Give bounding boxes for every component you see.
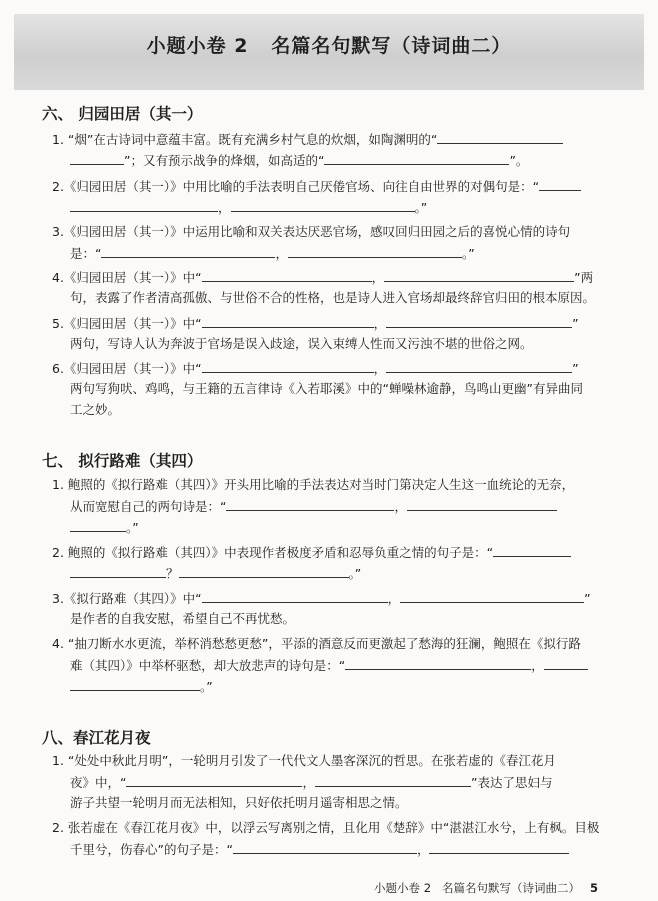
question-7-3-cont: 是作者的自我安慰，希望自己不再忧愁。 (70, 611, 296, 626)
question-7-4: 4. “抽刀断水水更流，举杯消愁愁更愁”，平添的酒意反而更激起了愁海的狂澜，鲍照在《拟行路 (52, 636, 581, 651)
answer-blank[interactable] (233, 840, 417, 854)
question-6-2: 2.《归园田居（其一）》中用比喻的手法表明自己厌倦官场、向往自由世界的对偶句是：“ (52, 177, 581, 196)
question-6-5-cont: 两句，写诗人认为奔波于官场是误入歧途，误入束缚人性而又污浊不堪的世俗之网。 (70, 336, 533, 351)
question-6-4-cont: 句，表露了作者清高孤傲、与世俗不合的性格，也是诗人进入官场却最终辞官归田的根本原因。 (70, 290, 596, 305)
question-6-1: 1. “烟”在古诗词中意蕴丰富。既有充满乡村气息的炊烟，如陶渊明的“ (52, 130, 563, 149)
section-heading-7: 七、 拟行路难（其四） (42, 452, 203, 470)
answer-blank[interactable] (407, 497, 557, 511)
question-8-1-cont: 夜》中，“ ， ”表达了思妇与 (70, 775, 553, 790)
question-8-2: 2. 张若虚在《春江花月夜》中，以浮云写离别之情，且化用《楚辞》中“湛湛江水兮，上有枫。目极 (52, 820, 600, 835)
answer-blank[interactable] (345, 656, 531, 670)
question-7-4-cont: 难（其四）》中举杯驱愁，却大放悲声的诗句是：“ ， (70, 656, 588, 675)
question-7-1: 1. 鲍照的《拟行路难（其四）》开头用比喻的手法表达对当时门第决定人生这一血统论的无奈， (52, 477, 575, 492)
question-6-2-cont: ， 。” (70, 198, 427, 217)
question-8-1-cont2: 游子共望一轮明月而无法相知，只好依托明月遥寄相思之情。 (70, 795, 408, 810)
answer-blank[interactable] (70, 564, 166, 578)
section-heading-8: 八、春江花月夜 (42, 729, 151, 747)
answer-blank[interactable] (126, 773, 302, 787)
question-6-5: 5.《归园田居（其一）》中“ ， ” (52, 316, 579, 331)
answer-blank[interactable] (202, 314, 374, 328)
answer-blank[interactable] (70, 151, 124, 165)
answer-blank[interactable] (493, 543, 571, 557)
answer-blank[interactable] (70, 198, 218, 212)
answer-blank[interactable] (202, 268, 372, 282)
answer-blank[interactable] (226, 497, 394, 511)
section-heading-6: 六、 归园田居（其一） (42, 105, 203, 123)
answer-blank[interactable] (384, 268, 574, 282)
question-7-2: 2. 鲍照的《拟行路难（其四）》中表现作者极度矛盾和忍辱负重之情的句子是：“ (52, 543, 571, 562)
answer-blank[interactable] (539, 177, 581, 191)
question-7-3: 3.《拟行路难（其四）》中“ ， ” (52, 591, 591, 606)
answer-blank[interactable] (429, 840, 569, 854)
question-6-3-cont: 是：“ ， 。” (70, 246, 475, 261)
answer-blank[interactable] (101, 244, 275, 258)
page-footer (374, 880, 598, 896)
answer-blank[interactable] (400, 589, 584, 603)
question-7-2-cont: ？ 。” (70, 564, 361, 583)
question-6-3: 3.《归园田居（其一）》中运用比喻和双关表达厌恶官场，感叹回归田园之后的喜悦心情的诗句 (52, 224, 571, 239)
answer-blank[interactable] (437, 130, 563, 144)
question-8-1: 1. “处处中秋此月明”，一轮明月引发了一代代文人墨客深沉的哲思。在张若虚的《春江花月 (52, 753, 556, 768)
answer-blank[interactable] (288, 244, 462, 258)
footer-title: 小题小卷 2 名篇名句默写（诗词曲二） (374, 881, 580, 895)
question-6-6-cont: 两句写狗吠、鸡鸣，与王籍的五言律诗《入若耶溪》中的“蝉噪林逾静，鸟鸣山更幽”有异曲同 (70, 381, 583, 396)
answer-blank[interactable] (70, 677, 200, 691)
answer-blank[interactable] (70, 518, 126, 532)
answer-blank[interactable] (179, 564, 349, 578)
answer-blank[interactable] (386, 359, 572, 373)
page-number: 5 (589, 881, 598, 895)
answer-blank[interactable] (231, 198, 415, 212)
answer-blank[interactable] (544, 656, 588, 670)
question-7-4-cont2: 。” (70, 677, 213, 696)
answer-blank[interactable] (315, 773, 471, 787)
question-7-1-cont2: 。” (70, 518, 139, 537)
question-6-6: 6.《归园田居（其一）》中“ ， ” (52, 361, 579, 376)
question-7-1-cont: 从而宽慰自己的两句诗是：“ ， (70, 497, 557, 516)
answer-blank[interactable] (386, 314, 572, 328)
page-title: 小题小卷 2 名篇名句默写（诗词曲二） (146, 35, 512, 57)
question-6-4: 4.《归园田居（其一）》中“ ， ”两 (52, 270, 594, 285)
question-8-2-cont: 千里兮，伤春心”的句子是：“ ， (70, 840, 569, 859)
question-6-1-cont: ”；又有预示战争的烽烟，如高适的“ ”。 (70, 151, 528, 170)
answer-blank[interactable] (202, 589, 388, 603)
answer-blank[interactable] (324, 151, 509, 165)
question-6-6-cont2: 工之妙。 (70, 402, 121, 417)
answer-blank[interactable] (202, 359, 374, 373)
